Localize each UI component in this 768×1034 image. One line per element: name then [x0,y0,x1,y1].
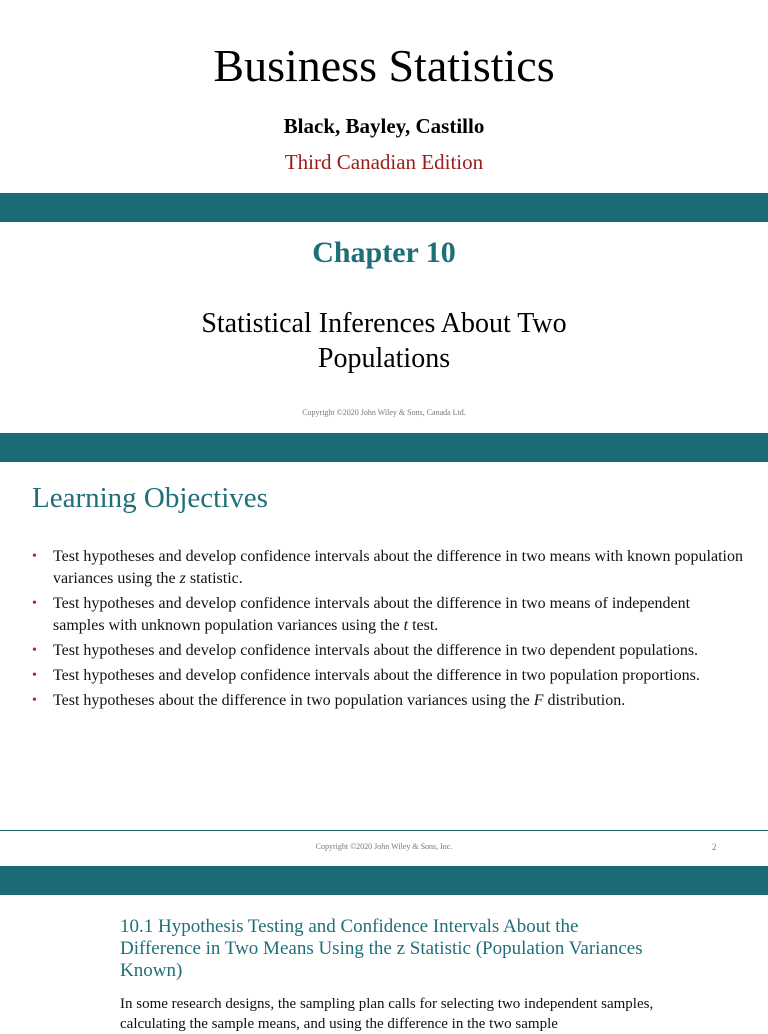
objective-text: Test hypotheses and develop confidence intervals about the difference in two population proportions. [53,667,700,684]
objective-item [32,690,744,712]
book-title: Business Statistics [213,40,555,91]
objective-emphasis: t [403,617,409,634]
objective-text: Test hypotheses about the difference in two population variances using the [53,692,534,709]
objective-text-end: distribution. [543,692,626,709]
bullet-icon: • [32,596,37,611]
objective-text-end: test. [408,617,439,634]
footer-divider [0,830,768,831]
objective-text: Test hypotheses and develop confidence intervals about the difference in two means of independent samples with unknown population variances using the [53,595,691,634]
objective-item [32,593,744,637]
chapter-number: Chapter 10 [312,236,456,269]
bullet-icon: • [32,643,37,658]
bullet-icon: • [32,549,37,564]
learning-objectives-list [32,546,744,715]
slide-divider-band [0,433,768,462]
slide-copyright: Copyright ©2020 John Wiley & Sons, Canada Ltd. [302,408,466,417]
objective-text: Test hypotheses and develop confidence intervals about the difference in two dependent populations. [53,642,699,659]
objective-item [32,665,744,687]
chapter-title: Statistical Inferences About Two Populations [201,308,567,374]
slide-divider-band [0,866,768,895]
objective-item [32,546,744,590]
bullet-icon: • [32,693,37,708]
objective-text-end: statistic. [185,570,243,587]
book-authors: Black, Bayley, Castillo [283,114,485,138]
learning-objectives-title: Learning Objectives [32,482,268,514]
objective-emphasis: z [179,570,186,587]
book-edition: Third Canadian Edition [284,150,484,174]
section-body-text: In some research designs, the sampling plan calls for selecting two independent samples, calculating the sample means, and using the difference in the two sample [120,996,654,1032]
slide-copyright: Copyright ©2020 John Wiley & Sons, Inc. [315,842,453,851]
section-heading: 10.1 Hypothesis Testing and Confidence Intervals About the Difference in Two Means Using the z Statistic (Population Variances Known) [120,916,643,981]
bullet-icon: • [32,668,37,683]
slide-divider-band [0,193,768,222]
objective-emphasis: F [533,692,544,709]
page-number: 2 [712,842,717,852]
objective-text: Test hypotheses and develop confidence intervals about the difference in two means with known population variances using the [53,548,743,587]
objective-item [32,640,744,662]
